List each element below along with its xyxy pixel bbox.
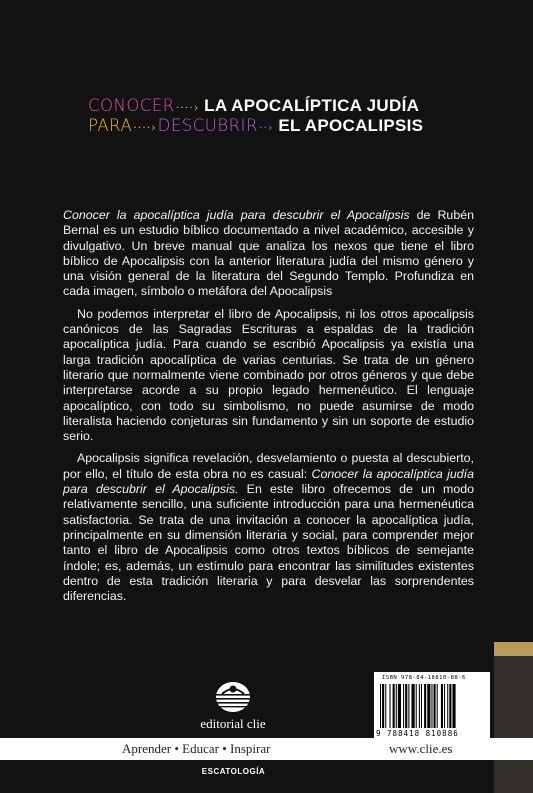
synopsis-paragraph-3	[63, 451, 474, 604]
title-line-2	[88, 116, 468, 136]
title-arrow-3: ··›	[258, 121, 274, 134]
title-word-descubrir: DESCUBRIR	[157, 116, 258, 135]
barcode-bar	[427, 684, 430, 728]
title-word-conocer: CONOCER	[88, 96, 175, 115]
spine-tab-accent	[494, 642, 533, 656]
paragraph-3-text-a: Apocalipsis significa revelación, desvelamiento o puesta al descubierto, por ello, el título de esta obra no es casual:	[63, 451, 474, 481]
barcode-bar	[380, 684, 381, 728]
title-word-para: PARA	[88, 116, 133, 135]
barcode-bar	[408, 684, 409, 728]
barcode-bar	[447, 684, 448, 728]
title-block	[88, 96, 468, 136]
barcode-bar	[405, 684, 407, 728]
title-line-1	[88, 96, 468, 116]
paragraph-3-text-b: En este libro ofrecemos de un modo relativamente sencillo, una suficiente introducción para una hermenéutica satisfactoria. Se trata de una invitación a conocer la apocalíptica judía, principalmente en su dimensión literaria y social, para comprender mejor tanto el libro de Apocalipsis como otros textos bíblicos de semejante índole; es, además, un estímulo para encontrar las similitudes existentes dentro de esta tradición literaria y para desvelar las sorprendentes diferencias.	[63, 482, 474, 604]
barcode-bar	[431, 684, 432, 728]
publisher-url: www.clie.es	[389, 741, 453, 756]
title-arrow-1: ····›	[175, 101, 200, 114]
title-arrow-2: ····›	[133, 121, 157, 134]
isbn-text: ISBN 978-84-18810-88-6	[382, 675, 466, 681]
paragraph-1-text: de Rubén Bernal es un estudio bíblico documentado a nivel académico, accesible y divulgativo. Un breve manual que analiza los nexos que tiene el libro bíblico de Apocalipsis con la anterior literatura judía del mismo género y una visión general de la literatura del Segundo Templo. Profundiza en cada imagen, símbolo o metáfora del Apocalipsis	[63, 208, 474, 299]
title-bold-1: LA APOCALÍPTICA JUDÍA	[204, 96, 420, 115]
barcode-bar	[441, 684, 443, 728]
ean-number: 9 788418 810886	[376, 729, 459, 738]
publisher-motto: Aprender • Educar • Inspirar	[122, 741, 271, 756]
barcode-bar	[382, 684, 384, 728]
barcode-bars	[380, 684, 484, 728]
barcode-bar	[449, 684, 451, 728]
title-bold-2: EL APOCALIPSIS	[278, 116, 424, 135]
barcode-bar	[412, 684, 415, 728]
barcode-bar	[416, 684, 417, 728]
publisher-name: editorial clie	[200, 716, 266, 731]
barcode-bar	[424, 684, 426, 728]
category-label: ESCATOLOGÍA	[201, 767, 266, 776]
spine-tab	[494, 642, 533, 793]
barcode-bar	[434, 684, 436, 728]
synopsis-paragraph-1	[63, 208, 474, 300]
clie-logo-icon	[213, 680, 253, 714]
barcode-bar	[419, 684, 420, 728]
barcode-bar	[403, 684, 404, 728]
synopsis-paragraph-2: No podemos interpretar el libro de Apocalipsis, ni los otros apocalipsis canónicos de las Sagradas Escrituras a espaldas de la tradición apocalíptica judía. Para cuando se escribió Apocalipsis ya existía una larga tradición apocalíptica de varias centurias. Se trata de un género literario que normalmente viene combinado por otros géneros y que debe interpretarse acorde a su propio legado hermenéutico. El lenguaje apocalíptico, con todo su simbolismo, no puede asumirse de modo literalista haciendo conjeturas sin fundamento y sin un soporte de estudio serio.	[63, 306, 474, 444]
footer-strip	[0, 738, 533, 760]
book-title-italic: Conocer la apocalíptica judía para descubrir el Apocalipsis	[63, 208, 410, 222]
barcode-bar	[389, 684, 390, 728]
barcode-bar	[396, 684, 397, 728]
barcode-bar	[385, 684, 386, 728]
barcode-box	[374, 672, 490, 740]
barcode-bar	[444, 684, 445, 728]
book-title-italic-2: Conocer la apocalíptica judía para descubrir el Apocalipsis.	[63, 466, 474, 497]
barcode-bar	[452, 684, 455, 728]
barcode-bar	[393, 684, 395, 728]
barcode-bar	[398, 684, 401, 728]
synopsis	[63, 208, 474, 611]
barcode-bar	[437, 684, 438, 728]
barcode-bar	[421, 684, 422, 728]
